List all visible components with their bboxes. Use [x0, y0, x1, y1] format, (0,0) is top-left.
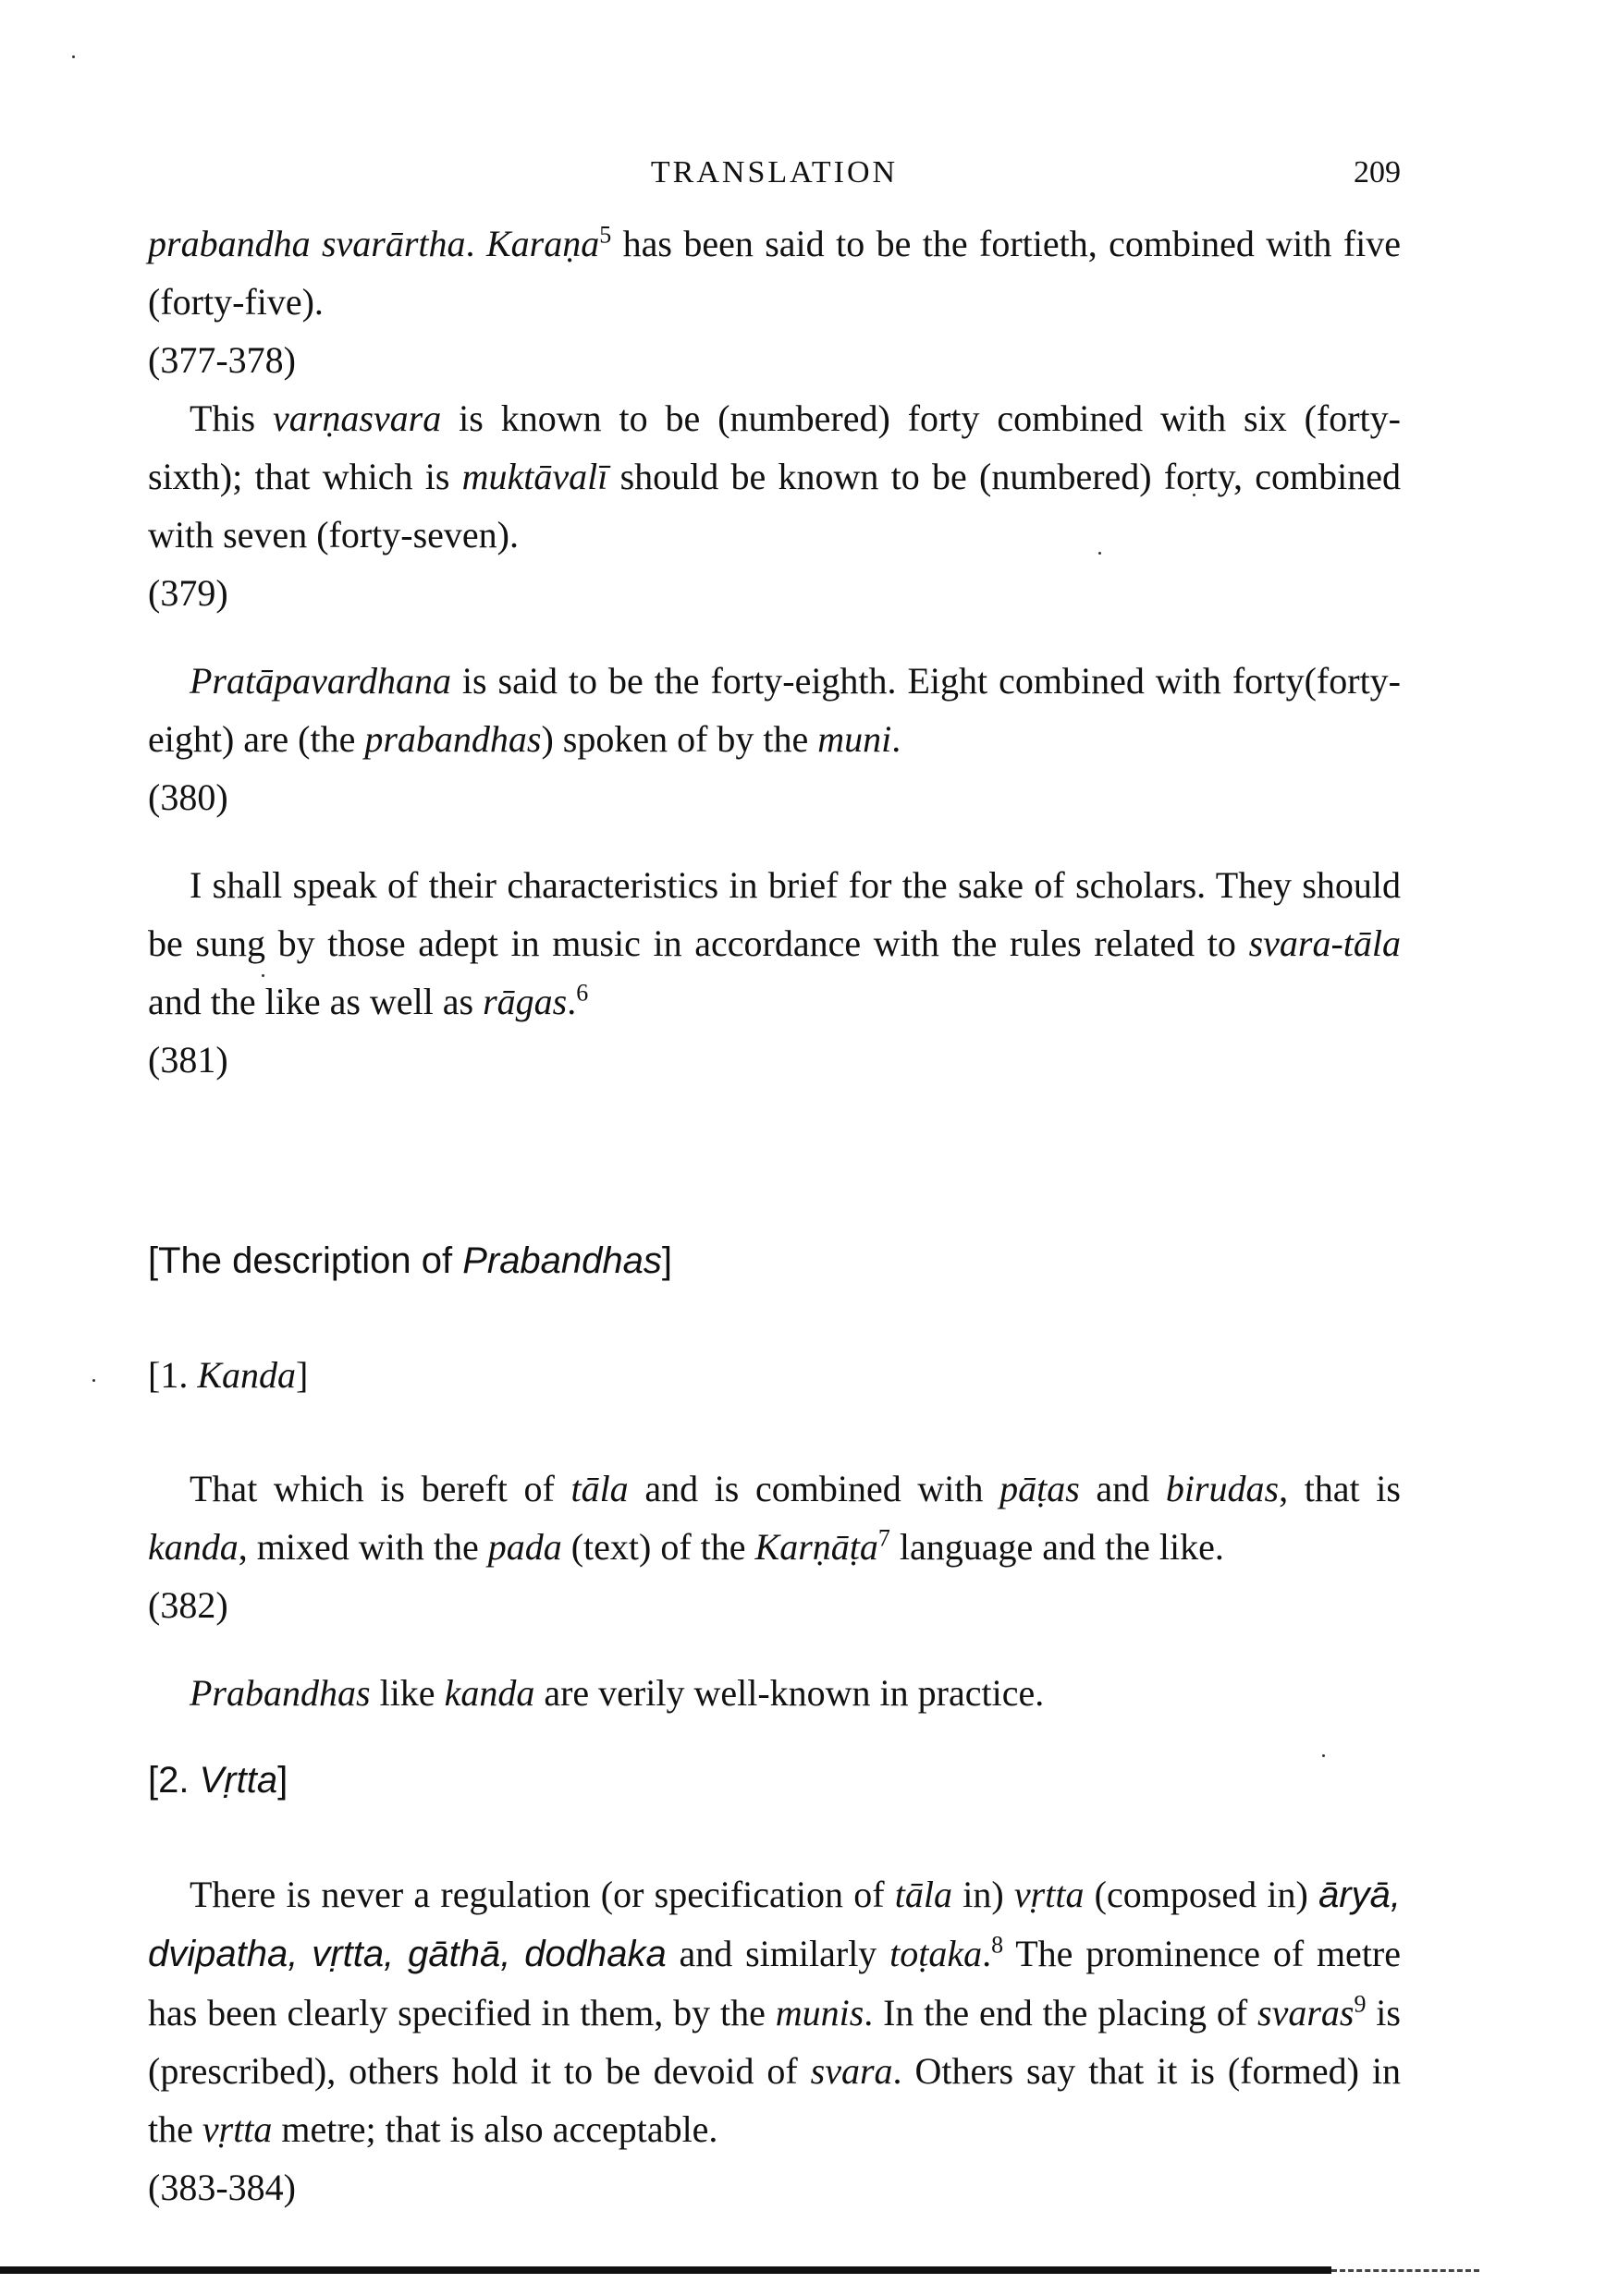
- verse-number: (383-384): [148, 2167, 296, 2208]
- verse-number: (381): [148, 1039, 228, 1081]
- footnote-ref: 7: [877, 1524, 890, 1552]
- footnote-ref: 9: [1354, 1990, 1367, 2018]
- verse-number: (382): [148, 1584, 228, 1626]
- running-title: TRANSLATION: [650, 155, 899, 189]
- footnote-ref: 8: [991, 1931, 1004, 1959]
- verse-number: (380): [148, 776, 228, 818]
- paragraph: I shall speak of their characteristics in brief for the sake of scholars. They should be sung by those adept in music in accordance with the rules related to svara-tāla and the like as well as rāgas.$^6$: [148, 864, 1401, 1022]
- paragraph: That which is bereft of tāla and is combined with pāṭas and birudas, that is kanda, mixed with the pada (text) of the Karṇāṭa$^7$ language and the like.: [148, 1468, 1401, 1568]
- footnote-ref: 5: [599, 221, 612, 249]
- paragraph: Prabandhas like kanda are verily well-known in practice.: [190, 1672, 1045, 1714]
- scan-speck: [72, 55, 75, 58]
- page-body: [148, 214, 1401, 2217]
- scan-edge-rule: [0, 2266, 1331, 2274]
- footnote-ref: 6: [576, 979, 589, 1007]
- paragraph: prabandha svarārtha. Karaṇa$^5$ has been said to be the fortieth, combined with five (forty-five).: [148, 221, 1402, 323]
- verse-number: (377-378): [148, 339, 296, 381]
- running-header: [148, 155, 1401, 211]
- paragraph: There is never a regulation (or specification of tāla in) vṛtta (composed in) āryā, dvipatha, vṛtta, gāthā, dodhaka and similarly toṭaka.$^8$ The prominence of metre has been clearly specified in them, by the munis. In the end the placing of svaras$^9$ is (prescribed), others hold it to be devoid of svara. Others say that it is (formed) in the vṛtta metre; that is also acceptable.: [148, 1874, 1402, 2150]
- verse-number: (379): [148, 572, 228, 614]
- scan-speck: [92, 1379, 95, 1382]
- scan-edge-dashes: [1331, 2269, 1479, 2272]
- subsection-heading: [2. Vṛtta]: [148, 1760, 288, 1801]
- paragraph: Pratāpavardhana is said to be the forty-eighth. Eight combined with forty(forty-eight) are (the prabandhas) spoken of by the muni.: [148, 660, 1401, 760]
- section-heading: [The description of Prabandhas]: [148, 1240, 673, 1281]
- page-number: 209: [1354, 155, 1401, 189]
- subsection-heading: [1. Kanda]: [148, 1354, 309, 1396]
- paragraph: This varṇasvara is known to be (numbered) forty combined with six (forty-sixth); that which is muktāvalī should be known to be (numbered) forty, combined with seven (forty-seven).: [148, 397, 1401, 556]
